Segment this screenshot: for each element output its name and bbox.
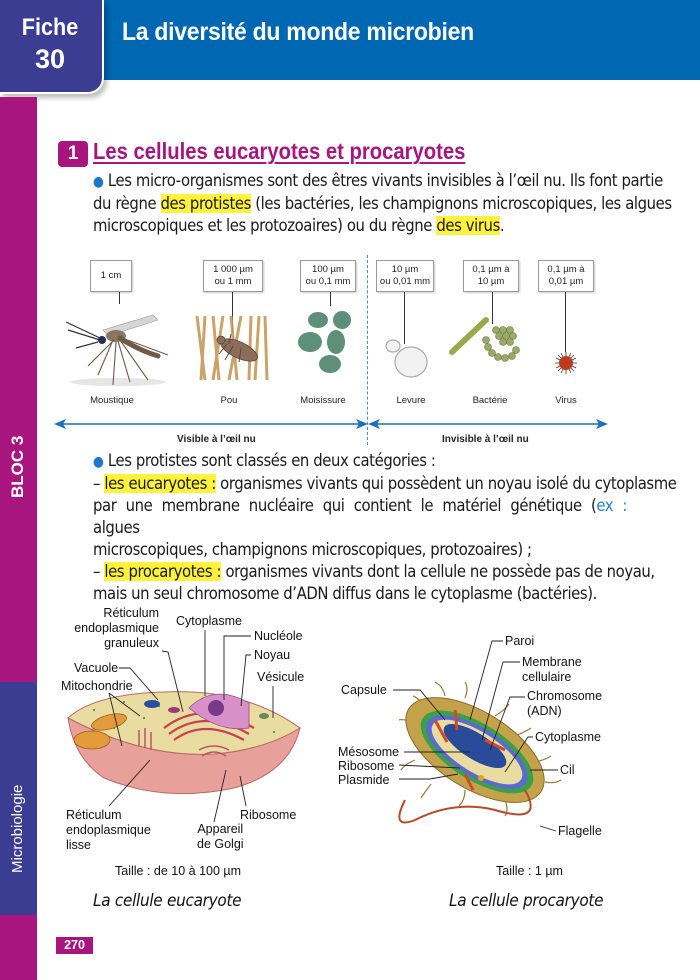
size-box-levure: 10 µm ou 0,01 mm xyxy=(376,260,434,292)
sidebar-subject-label: Microbiologie xyxy=(9,784,26,873)
size-box-virus: 0,1 µm à 0,01 µm xyxy=(538,260,594,292)
section-number: 1 xyxy=(58,141,88,167)
label-cytoplasme-eu: Cytoplasme xyxy=(176,614,242,628)
highlight-procaryotes: les procaryotes : xyxy=(104,562,222,581)
protists-paragraph: ● Les protistes sont classés en deux catégories : – les eucaryotes : organismes vivants qui possèdent un noyau isolé du cytoplasme par une membrane nucléaire qui contient le matériel génétique (ex : algues microscopiques, champignons microscopiques, protozoaires) ; – les procaryotes : organismes vivants dont la cellule ne possède pas de noyau, mais un seul chromosome d’ADN diffus dans le cytoplasme (bactéries). xyxy=(93,451,677,603)
organism-label-levure: Levure xyxy=(396,395,426,406)
label-vesicule: Vésicule xyxy=(257,670,305,684)
bullet-icon: ● xyxy=(93,174,104,190)
eukaryote-size: Taille : de 10 à 100 µm xyxy=(115,864,242,878)
label-flagelle: Flagelle xyxy=(558,824,602,838)
organism-label-moisissure: Moisissure xyxy=(300,395,346,406)
organism-label-bacterie: Bactérie xyxy=(472,395,508,406)
organism-label-virus: Virus xyxy=(555,395,577,406)
label-golgi: Appareil de Golgi xyxy=(197,822,244,851)
label-membrane: Membrane cellulaire xyxy=(522,655,582,684)
fiche-word: Fiche xyxy=(21,14,79,41)
sidebar-bloc-label: BLOC 3 xyxy=(8,435,27,498)
highlight-protistes: des protistes xyxy=(160,194,251,213)
label-ribosome-pro: Ribosome xyxy=(338,759,395,773)
size-box-bacterie: 0,1 µm à 10 µm xyxy=(463,260,519,292)
invisible-caption: Invisible à l’œil nu xyxy=(442,434,529,445)
example-marker: ex : xyxy=(596,496,627,515)
label-vacuole: Vacuole xyxy=(74,661,119,675)
label-reticulum-granuleux: Réticulum endoplasmique granuleux xyxy=(74,606,159,650)
label-ribosome-eu: Ribosome xyxy=(240,808,297,822)
page-number: 270 xyxy=(56,937,93,954)
organism-label-moustique: Moustique xyxy=(90,395,134,406)
label-chromosome: Chromosome (ADN) xyxy=(527,689,603,718)
size-box-pou: 1 000 µm ou 1 mm xyxy=(203,260,263,292)
bullet-icon: ● xyxy=(93,454,104,470)
visible-caption: Visible à l’œil nu xyxy=(177,434,256,445)
section-title: Les cellules eucaryotes et procaryotes xyxy=(93,138,466,164)
size-box-moisissure: 100 µm ou 0,1 mm xyxy=(300,260,356,292)
page-title: La diversité du monde microbien xyxy=(122,18,474,46)
prokaryote-size: Taille : 1 µm xyxy=(496,864,563,878)
label-cil: Cil xyxy=(560,763,575,777)
fiche-number: 30 xyxy=(34,44,66,74)
prokaryote-name: La cellule procaryote xyxy=(449,891,604,911)
highlight-eucaryotes: les eucaryotes : xyxy=(104,474,216,493)
label-nucleole: Nucléole xyxy=(254,629,303,643)
label-capsule: Capsule xyxy=(341,683,387,697)
label-mitochondrie: Mitochondrie xyxy=(61,679,133,693)
highlight-virus: des virus xyxy=(436,216,500,235)
label-plasmide: Plasmide xyxy=(338,773,390,787)
intro-paragraph: ● Les micro-organismes sont des êtres vivants invisibles à l’œil nu. Ils font partie du règne des protistes (les bactéries, les champignons microscopiques, les algues microscopiques et les protozoaires) ou du règne des virus. xyxy=(93,171,672,235)
eukaryote-name: La cellule eucaryote xyxy=(93,891,242,911)
label-noyau: Noyau xyxy=(254,648,291,662)
label-mesosome: Mésosome xyxy=(338,745,400,759)
organism-label-pou: Pou xyxy=(220,395,238,406)
label-paroi: Paroi xyxy=(505,634,535,648)
label-cytoplasme-pro: Cytoplasme xyxy=(535,730,601,744)
label-reticulum-lisse: Réticulum endoplasmique lisse xyxy=(66,808,151,852)
size-box-moustique: 1 cm xyxy=(90,260,132,292)
